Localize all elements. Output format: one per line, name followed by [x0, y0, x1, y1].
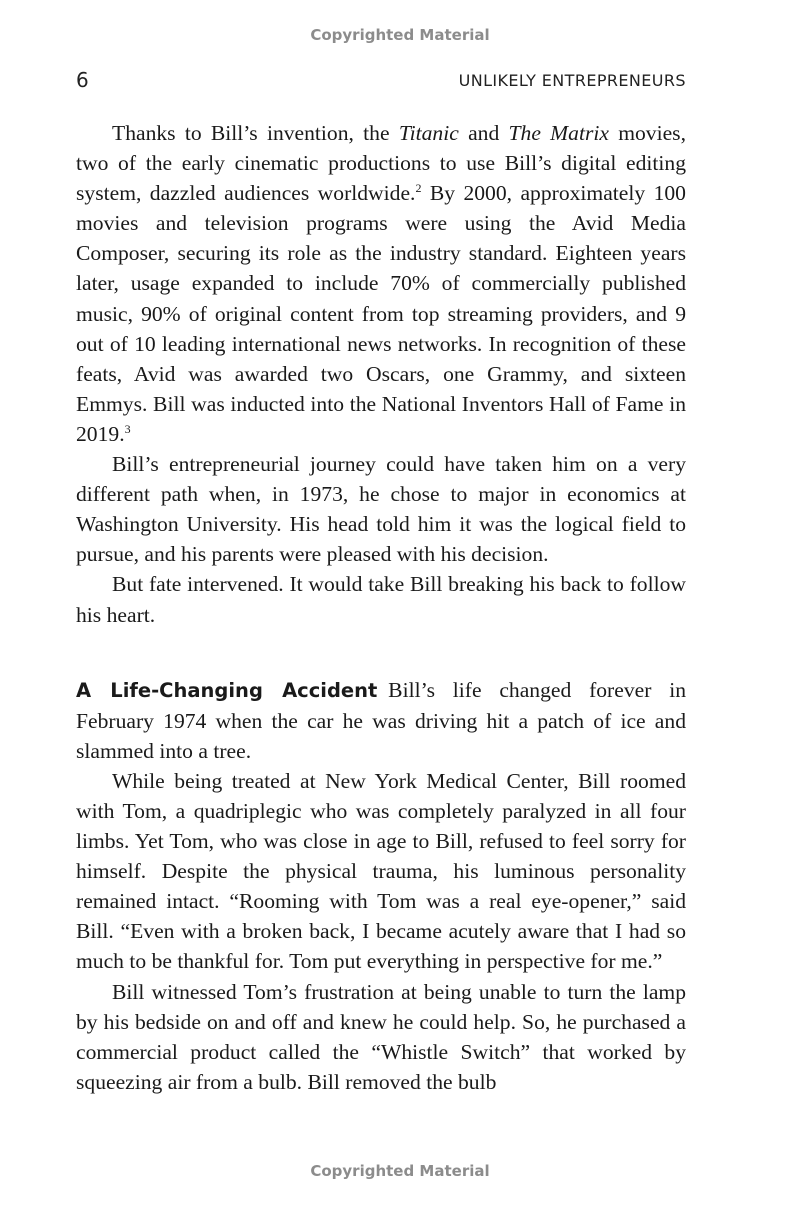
- paragraph-5: While being treated at New York Medical Center, Bill roomed with Tom, a quadriplegic who was completely paralyzed in all four limbs. Yet Tom, who was close in age to Bill, refused to feel sorry for himself. Despite the physical trauma, his luminous personality remained intact. “Rooming with Tom was a real eye-opener,” said Bill. “Even with a broken back, I became acutely aware that I had so much to be thankful for. Tom put everything in perspective for me.”: [76, 768, 686, 974]
- footnote-ref-2: 2: [415, 181, 422, 196]
- paragraph-3: But fate intervened. It would take Bill breaking his back to follow his heart.: [76, 572, 686, 627]
- section-text: Bill’s life changed forever in February 1974 when the car he was driving hit a patch of ice and slammed into a tree.: [76, 677, 686, 763]
- paragraph-6: Bill witnessed Tom’s frustration at being unable to turn the lamp by his bedside on and off and knew he could help. So, he purchased a commercial product called the “Whistle Switch” that worked by squeezing air from a bulb. Bill removed the bulb: [76, 979, 686, 1094]
- page-number: 6: [76, 68, 89, 92]
- book-title: UNLIKELY ENTREPRENEURS: [458, 71, 686, 90]
- running-head: [76, 68, 686, 94]
- copyright-watermark-top: Copyrighted Material: [310, 26, 490, 44]
- section-spacer: [76, 630, 686, 675]
- section-heading: A Life-Changing Accident: [76, 678, 378, 702]
- paragraph-1-text-b: and: [458, 121, 509, 145]
- paragraph-2: Bill’s entrepreneurial journey could have taken him on a very different path when, in 1973, he chose to major in economics at Washington University. His head told him it was the logical field to pursue, and his parents were pleased with his decision.: [76, 452, 686, 567]
- title-titanic: Titanic: [398, 121, 459, 145]
- section-paragraph: [76, 675, 686, 766]
- footnote-ref-3: 3: [124, 421, 131, 436]
- title-the-matrix: The Matrix: [508, 121, 609, 145]
- body-text: [76, 118, 686, 1097]
- paragraph-1: [76, 118, 686, 449]
- paragraph-1-text-a: Thanks to Bill’s invention, the: [112, 121, 399, 145]
- paragraph-1-text-c: movies, two of the early cinematic productions to use Bill’s digital editing system, dazzled audiences worldwide.: [76, 121, 686, 206]
- paragraph-1-text-d: By 2000, approximately 100 movies and television programs were using the Avid Media Composer, securing its role as the industry standard. Eighteen years later, usage expanded to include 70% of commercially published music, 90% of original content from top streaming providers, and 9 out of 10 leading international news networks. In recognition of these feats, Avid was awarded two Oscars, one Grammy, and sixteen Emmys. Bill was inducted into the National Inventors Hall of Fame in 2019.: [76, 181, 686, 446]
- copyright-watermark-bottom: Copyrighted Material: [310, 1162, 490, 1180]
